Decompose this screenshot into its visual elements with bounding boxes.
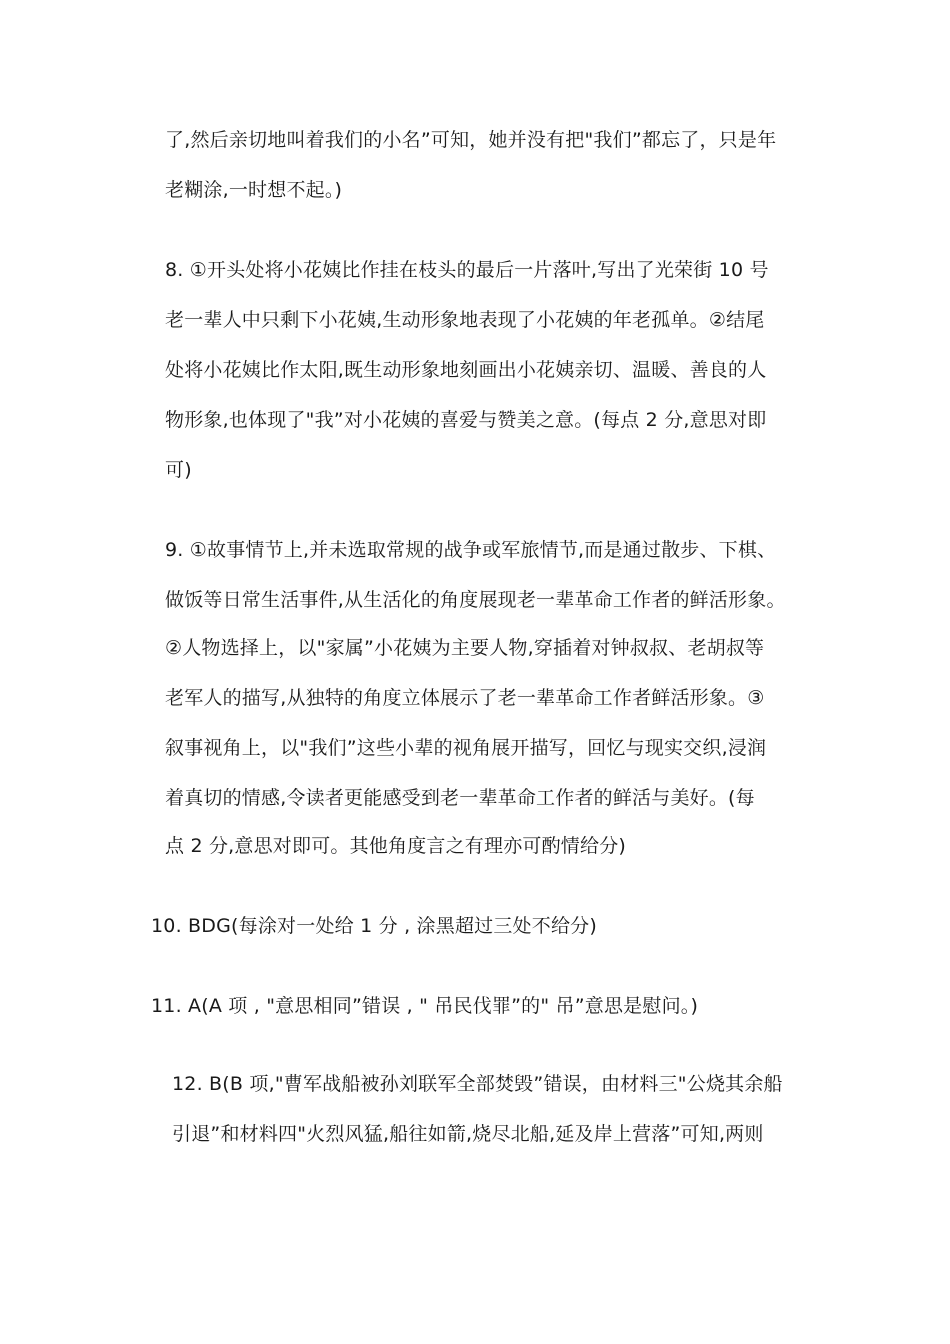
answer-12-line-1: 12. B(B 项,"曹军战船被孙刘联军全部焚毁”错误，由材料三"公烧其余船 (172, 1073, 783, 1095)
answer-9-line-2: 做饭等日常生活事件,从生活化的角度展现老一辈革命工作者的鲜活形象。 (165, 589, 786, 611)
text-line-2: 老糊涂,一时想不起。) (165, 179, 343, 201)
answer-9-line-7: 点 2 分,意思对即可。其他角度言之有理亦可酌情给分) (165, 835, 627, 857)
text-line-1: 了,然后亲切地叫着我们的小名”可知，她并没有把"我们”都忘了，只是年 (165, 129, 777, 151)
answer-12-line-2: 引退”和材料四"火烈风猛,船往如箭,烧尽北船,延及岸上营落”可知,两则 (172, 1123, 764, 1145)
answer-8-line-1: 8. ①开头处将小花姨比作挂在枝头的最后一片落叶,写出了光荣街 10 号 (165, 259, 769, 281)
answer-8-line-3: 处将小花姨比作太阳,既生动形象地刻画出小花姨亲切、温暖、善良的人 (165, 359, 767, 381)
answer-10-line: 10. BDG(每涂对一处给 1 分 , 涂黑超过三处不给分) (151, 915, 597, 937)
answer-8-line-5: 可) (165, 459, 192, 481)
answer-9-line-5: 叙事视角上，以"我们”这些小辈的视角展开描写，回忆与现实交织,浸润 (165, 737, 767, 759)
answer-9-line-1: 9. ①故事情节上,并未选取常规的战争或军旅情节,而是通过散步、下棋、 (165, 539, 777, 561)
answer-9-line-4: 老军人的描写,从独特的角度立体展示了老一辈革命工作者鲜活形象。③ (165, 687, 765, 709)
answer-11-line: 11. A(A 项 , "意思相同”错误 , " 吊民伐罪”的" 吊”意思是慰问。) (151, 995, 699, 1017)
answer-9-line-6: 着真切的情感,令读者更能感受到老一辈革命工作者的鲜活与美好。(每 (165, 787, 755, 809)
answer-8-line-2: 老一辈人中只剩下小花姨,生动形象地表现了小花姨的年老孤单。②结尾 (165, 309, 765, 331)
answer-8-line-4: 物形象,也体现了"我”对小花姨的喜爱与赞美之意。(每点 2 分,意思对即 (165, 409, 767, 431)
answer-9-line-3: ②人物选择上，以"家属”小花姨为主要人物,穿插着对钟叔叔、老胡叔等 (165, 637, 765, 659)
